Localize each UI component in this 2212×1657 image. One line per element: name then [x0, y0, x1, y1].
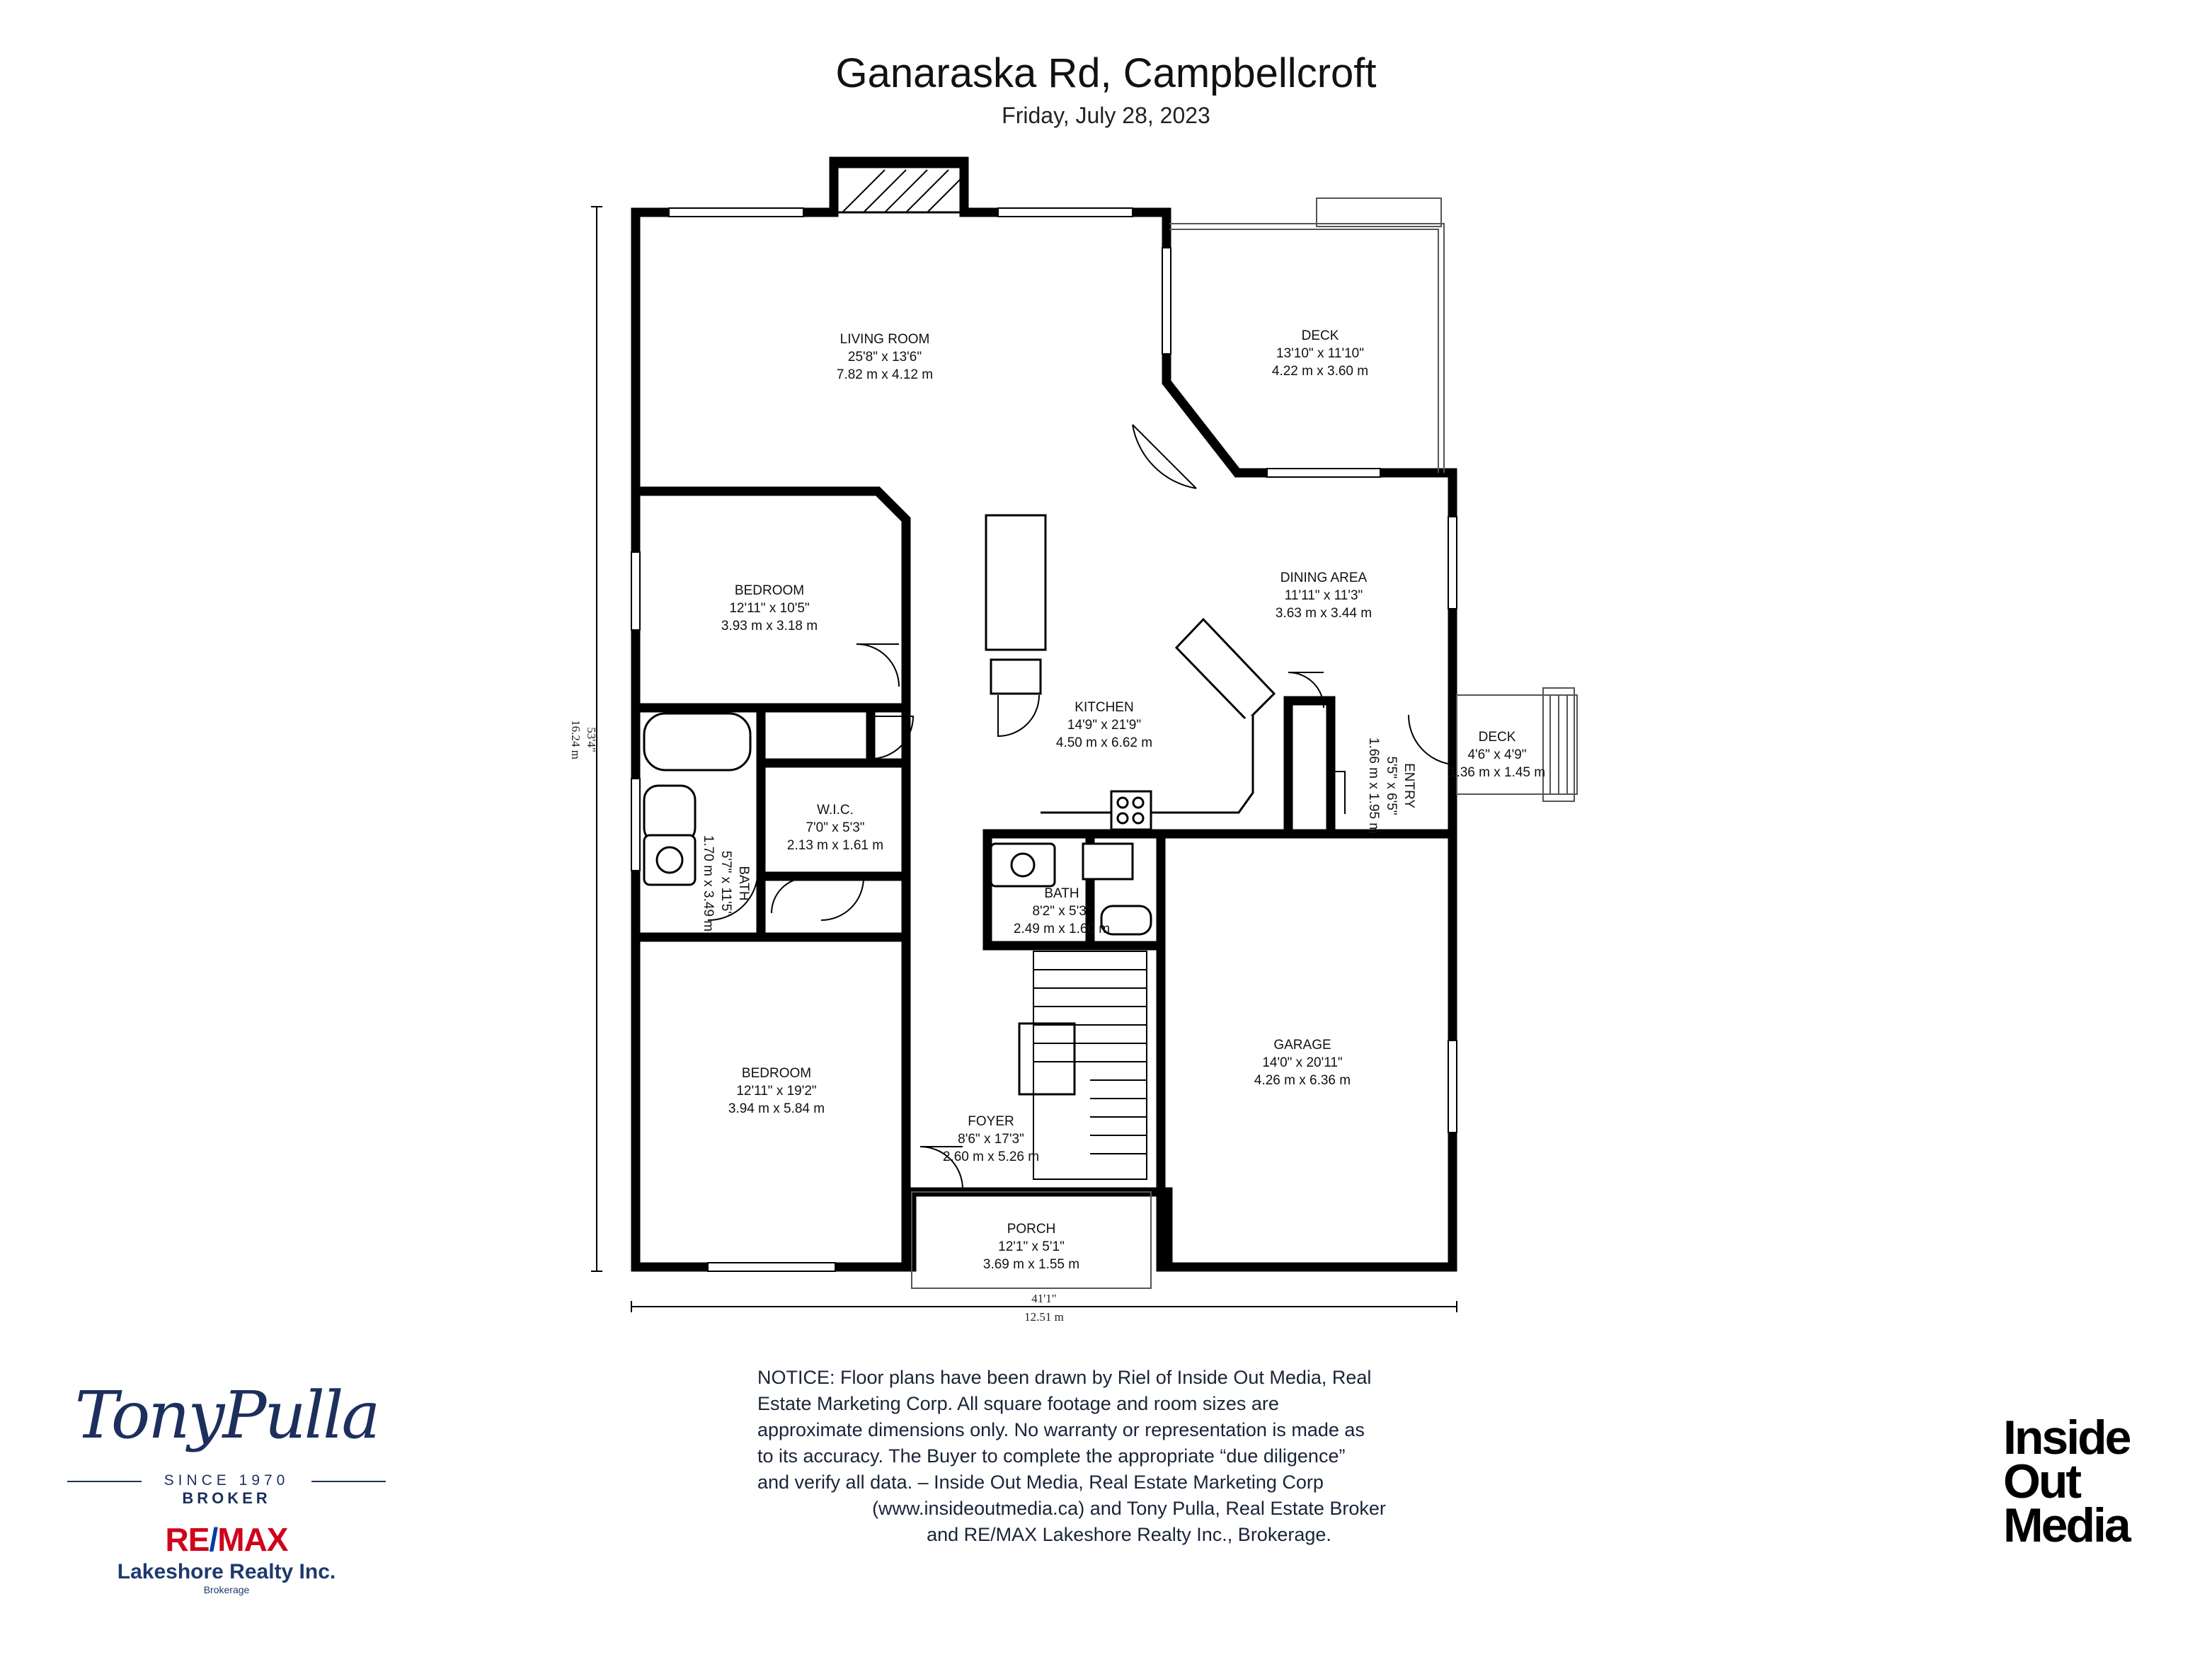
room-imperial: 7'0" x 5'3" — [806, 820, 865, 835]
width-imperial: 41'1" — [1031, 1292, 1057, 1305]
room-name: FOYER — [968, 1114, 1014, 1129]
room-name: PORCH — [1007, 1222, 1056, 1237]
stairs — [1019, 951, 1147, 1179]
brokerage-name: Lakeshore Realty Inc. — [117, 1560, 336, 1583]
room-foyer — [943, 1114, 1039, 1164]
remax-re: RE — [165, 1521, 210, 1558]
kitchen-fixtures — [986, 515, 1274, 830]
room-dining — [1276, 571, 1372, 621]
room-metric: 1.66 m x 1.95 m — [1366, 737, 1381, 835]
height-imperial: 53'4" — [585, 727, 598, 752]
room-metric: 1.70 m x 3.49 m — [701, 835, 716, 932]
room-imperial: 12'11" x 19'2" — [736, 1084, 817, 1099]
room-metric: 3.93 m x 3.18 m — [721, 619, 818, 633]
brokerage-label: Brokerage — [203, 1584, 250, 1595]
fireplace — [837, 167, 961, 212]
room-deck-small — [1449, 730, 1545, 780]
room-name: BATH — [736, 866, 751, 901]
room-bedroom-1 — [721, 583, 818, 633]
notice-text — [757, 1365, 1501, 1548]
room-bath-center — [1014, 886, 1110, 936]
room-imperial: 14'9" x 21'9" — [1067, 718, 1142, 733]
room-porch — [983, 1222, 1079, 1272]
height-dimension-label — [569, 720, 598, 759]
page-title: Ganaraska Rd, Campbellcroft — [835, 50, 1377, 96]
notice-line: NOTICE: Floor plans have been drawn by Riel of Inside Out Media, Real — [757, 1367, 1372, 1388]
broker-label: BROKER — [182, 1489, 271, 1507]
broker-branding — [67, 1377, 386, 1595]
room-name: LIVING ROOM — [839, 332, 930, 347]
room-imperial: 14'0" x 20'11" — [1262, 1055, 1343, 1070]
room-name: GARAGE — [1273, 1038, 1331, 1053]
room-imperial: 8'2" x 5'3" — [1032, 904, 1091, 919]
room-name: BATH — [1044, 886, 1079, 901]
room-imperial: 12'1" x 5'1" — [998, 1239, 1065, 1254]
logo-word: Out — [2003, 1455, 2080, 1508]
room-imperial: 5'7" x 11'5" — [718, 850, 733, 917]
room-name: DECK — [1478, 730, 1516, 745]
room-imperial: 11'11" x 11'3" — [1284, 588, 1363, 603]
room-imperial: 4'6" x 4'9" — [1467, 747, 1527, 762]
room-garage — [1254, 1038, 1351, 1088]
room-metric: 1.36 m x 1.45 m — [1448, 765, 1546, 780]
room-bedroom-2 — [728, 1066, 825, 1116]
notice-line: (www.insideoutmedia.ca) and Tony Pulla, Real Estate Broker — [872, 1498, 1386, 1519]
room-metric: 3.69 m x 1.55 m — [982, 1257, 1080, 1272]
room-metric: 3.94 m x 5.84 m — [728, 1101, 825, 1116]
room-living — [837, 332, 933, 382]
room-imperial: 25'8" x 13'6" — [847, 350, 922, 365]
room-imperial: 8'6" x 17'3" — [958, 1132, 1024, 1147]
tony-pulla-signature-logo: TonyPulla — [74, 1377, 379, 1453]
height-metric: 16.24 m — [569, 720, 583, 759]
inside-out-media-logo — [2003, 1411, 2130, 1552]
notice-line: and RE/MAX Lakeshore Realty Inc., Brokerage. — [927, 1524, 1331, 1545]
width-metric: 12.51 m — [1024, 1310, 1064, 1324]
page-date: Friday, July 28, 2023 — [1002, 103, 1210, 128]
remax-slash: / — [209, 1521, 218, 1558]
room-name: DINING AREA — [1280, 571, 1368, 585]
room-imperial: 13'10" x 11'10" — [1276, 346, 1364, 361]
room-metric: 7.82 m x 4.12 m — [836, 367, 934, 382]
room-metric: 2.49 m x 1.60 m — [1013, 922, 1111, 936]
room-metric: 4.22 m x 3.60 m — [1271, 364, 1369, 379]
room-wic — [787, 803, 883, 853]
room-metric: 4.26 m x 6.36 m — [1254, 1073, 1351, 1088]
fireplace-hatch — [842, 170, 961, 212]
room-name: BEDROOM — [741, 1066, 812, 1081]
room-deck-main — [1272, 328, 1368, 379]
deck-small-outline — [1457, 688, 1577, 801]
since-label: SINCE 1970 — [67, 1472, 386, 1489]
remax-max: MAX — [217, 1521, 288, 1558]
logo-word: Inside — [2003, 1411, 2130, 1464]
logo-word: Media — [2003, 1498, 2129, 1552]
room-entry — [1366, 738, 1416, 834]
room-metric: 2.60 m x 5.26 m — [942, 1149, 1040, 1164]
room-metric: 3.63 m x 3.44 m — [1275, 606, 1373, 621]
room-name: W.I.C. — [817, 803, 854, 818]
room-name: DECK — [1301, 328, 1339, 343]
room-imperial: 5'5" x 6'5" — [1384, 756, 1399, 815]
room-metric: 4.50 m x 6.62 m — [1055, 735, 1153, 750]
notice-line: approximate dimensions only. No warranty or representation is made as — [757, 1419, 1365, 1440]
remax-logo — [67, 1520, 386, 1559]
room-kitchen — [1056, 700, 1152, 750]
room-name: KITCHEN — [1075, 700, 1134, 715]
notice-line: and verify all data. – Inside Out Media, Real Estate Marketing Corp — [757, 1472, 1324, 1493]
room-name: ENTRY — [1402, 762, 1416, 809]
room-metric: 2.13 m x 1.61 m — [786, 838, 884, 853]
notice-line: to its accuracy. The Buyer to complete the appropriate “due diligence” — [757, 1445, 1346, 1467]
room-imperial: 12'11" x 10'5" — [729, 601, 810, 616]
notice-line: Estate Marketing Corp. All square footage and room sizes are — [757, 1393, 1279, 1414]
room-name: BEDROOM — [734, 583, 805, 598]
